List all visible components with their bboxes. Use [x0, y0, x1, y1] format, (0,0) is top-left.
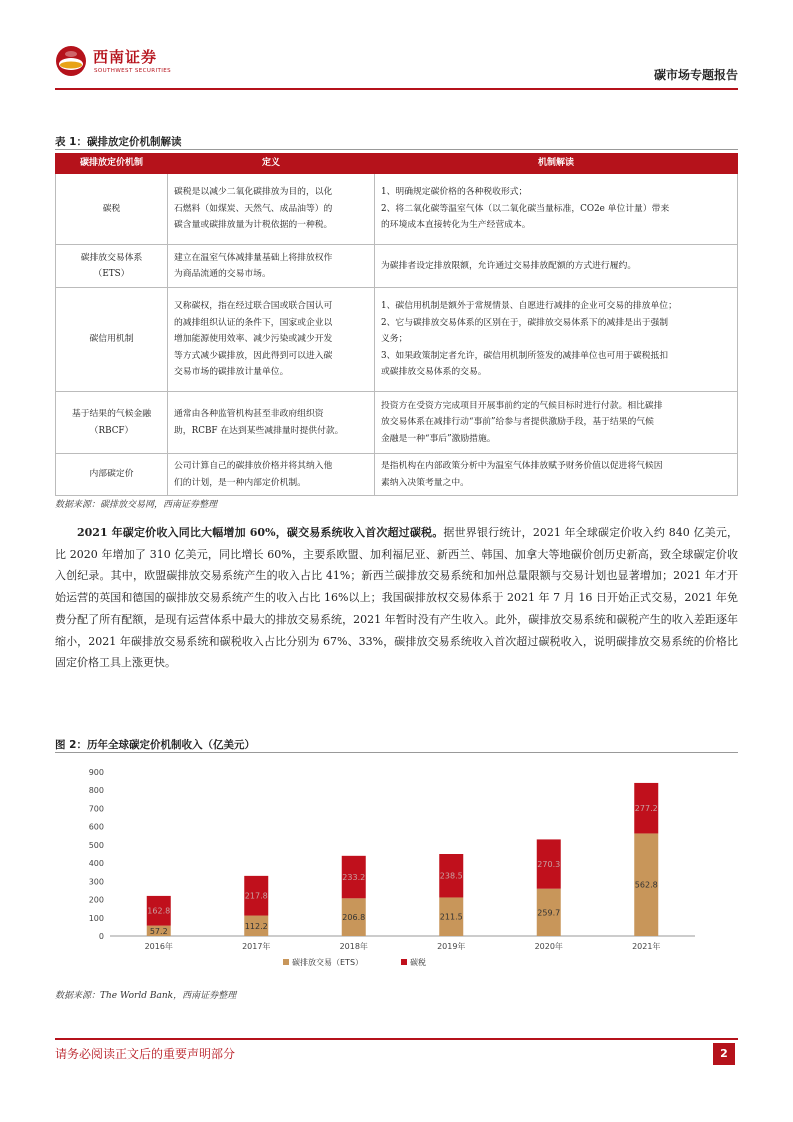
legend-label-carbon-tax: 碳税 [410, 958, 426, 967]
x-tick-label: 2020年 [534, 942, 563, 951]
mechanism-name: 碳排放交易体系 （ETS） [56, 245, 168, 288]
data-label: 217.8 [244, 891, 268, 901]
y-tick-label: 0 [98, 932, 104, 941]
logo-chinese-name: 西南证券 [93, 48, 158, 66]
x-tick-label: 2017年 [242, 942, 271, 951]
mechanism-name: 基于结果的气候金融 （RBCF） [56, 392, 168, 454]
x-tick-label: 2016年 [144, 942, 173, 951]
page-header [55, 40, 738, 94]
footer-disclaimer: 请务必阅读正文后的重要声明部分 [55, 1047, 236, 1061]
column-header-definition: 定义 [168, 154, 375, 174]
mechanism-definition: 碳税是以减少二氧化碳排放为目的，以化 石燃料（如煤炭、天然气、成品油等）的 碳含量或碳排放量为计税依据的一种税。 [168, 174, 375, 245]
mechanism-definition: 通常由各种监管机构甚至非政府组织资 助，RCBF 在达到某些减排量时提供付款。 [168, 392, 375, 454]
data-label: 162.8 [147, 906, 171, 916]
x-tick-label: 2019年 [437, 942, 466, 951]
table-row [56, 245, 738, 288]
logo-english-name: SOUTHWEST SECURITIES [94, 68, 172, 74]
report-type-title: 碳市场专题报告 [653, 68, 738, 82]
table-row [56, 288, 738, 392]
data-label: 238.5 [439, 871, 463, 881]
column-header-interpretation: 机制解读 [375, 154, 738, 174]
y-tick-label: 700 [88, 804, 104, 814]
mechanism-definition: 公司计算自己的碳排放价格并将其纳入他 们的计划，是一种内部定价机制。 [168, 454, 375, 496]
mechanism-interpretation: 是指机构在内部政策分析中为温室气体排放赋予财务价值以促进将气候因 素纳入决策考量之中。 [375, 454, 738, 496]
data-label: 112.2 [244, 921, 268, 931]
data-label: 206.8 [342, 913, 366, 923]
legend-swatch-ets [283, 959, 289, 965]
mechanism-definition: 又称碳权，指在经过联合国或联合国认可 的减排组织认证的条件下，国家或企业以 增加能源使用效率、减少污染或减少开发 等方式减少碳排放，因此得到可以进入碳 交易市场的碳排放计量单位。 [168, 288, 375, 392]
y-tick-label: 200 [88, 895, 104, 905]
column-header-mechanism: 碳排放定价机制 [56, 154, 168, 174]
y-tick-label: 500 [88, 840, 104, 850]
legend-label-ets: 碳排放交易（ETS） [292, 958, 364, 967]
header-divider [55, 88, 738, 90]
y-tick-label: 300 [88, 877, 104, 887]
figure-source-note: 数据来源：The World Bank，西南证券整理 [55, 991, 237, 1001]
data-label: 233.2 [342, 873, 366, 883]
footer-divider [55, 1038, 738, 1040]
mechanism-name: 碳信用机制 [56, 288, 168, 392]
mechanism-name: 碳税 [56, 174, 168, 245]
figure-caption-rule [55, 752, 738, 753]
data-label: 277.2 [634, 804, 658, 814]
data-label: 562.8 [634, 880, 658, 890]
figure-caption: 图 2：历年全球碳定价机制收入（亿美元） [55, 739, 255, 751]
table-caption: 表 1：碳排放定价机制解读 [55, 136, 182, 148]
carbon-pricing-revenue-chart [55, 758, 738, 982]
data-label: 211.5 [439, 912, 463, 922]
x-tick-label: 2018年 [339, 942, 368, 951]
paragraph-lead: 2021 年碳定价收入同比大幅增加 60%，碳交易系统收入首次超过碳税。 [77, 526, 444, 539]
y-tick-label: 100 [88, 913, 104, 923]
mechanism-interpretation: 投资方在受资方完成项目开展事前约定的气候目标时进行付款。相比碳排 放交易体系在减排行动“事前”给参与者提供激励手段，基于结果的气候 金融是一种“事后”激励措施。 [375, 392, 738, 454]
y-tick-label: 800 [88, 786, 104, 796]
southwest-securities-logo-icon [55, 44, 87, 78]
table-caption-rule [55, 149, 738, 150]
mechanism-name: 内部碳定价 [56, 454, 168, 496]
table-source-note: 数据来源：碳排放交易网，西南证券整理 [55, 500, 218, 510]
x-tick-label: 2021年 [632, 942, 661, 951]
table-row [56, 174, 738, 245]
carbon-pricing-mechanism-table [55, 153, 738, 496]
data-label: 270.3 [537, 860, 561, 870]
table-row [56, 392, 738, 454]
data-label: 259.7 [537, 908, 561, 918]
y-tick-label: 600 [88, 822, 104, 832]
y-tick-label: 900 [88, 768, 104, 777]
table-row [56, 454, 738, 496]
data-label: 57.2 [149, 926, 168, 936]
mechanism-definition: 建立在温室气体减排量基础上将排放权作 为商品流通的交易市场。 [168, 245, 375, 288]
y-tick-label: 400 [88, 859, 104, 869]
paragraph-body: 据世界银行统计，2021 年全球碳定价收入约 840 亿美元，比 2020 年增加了 310 亿美元，同比增长 60%，主要系欧盟、加利福尼亚、新西兰、韩国、加拿大等地碳价创历史新高，致全球碳定价收入创纪录。其中，欧盟碳排放交易系统产生的收入占比 41%；新西兰碳排放交易系统和加州总量限额与交易计划也显著增加；2021 年才开始运营的英国和德国的碳排放交易系统产生的收入占比 16%以上；我国碳排放权交易体系于 2021 年 7 月 16 日开始正式交易，2021 年免费分配了所有配额，是现有运营体系中最大的排放交易系统，2021 年暂时没有产生收入。此外，碳排放交易系统和碳税产生的收入差距逐年缩小，2021 年碳排放交易系统和碳税收入占比分别为 67%、33%，碳排放交易系统收入首次超过碳税收入，说明碳排放交易系统的价格比固定价格工具上涨更快。 [55, 526, 738, 670]
mechanism-interpretation: 1、碳信用机制是额外于常规情景、自愿进行减排的企业可交易的排放单位； 2、它与碳排放交易体系的区别在于，碳排放交易体系下的减排是出于强制 义务； 3、如果政策制定者允许，碳信用机制所签发的减排单位也可用于碳税抵扣 或碳排放交易体系的交易。 [375, 288, 738, 392]
legend-swatch-carbon-tax [401, 959, 407, 965]
mechanism-interpretation: 为碳排者设定排放限额，允许通过交易排放配额的方式进行履约。 [375, 245, 738, 288]
table-header-row [56, 154, 738, 174]
page-number: 2 [713, 1043, 735, 1065]
mechanism-interpretation: 1、明确规定碳价格的各种税收形式； 2、将二氧化碳等温室气体（以二氧化碳当量标准，CO2e 单位计量）带来 的环境成本直接转化为生产经营成本。 [375, 174, 738, 245]
body-paragraph [55, 522, 738, 674]
